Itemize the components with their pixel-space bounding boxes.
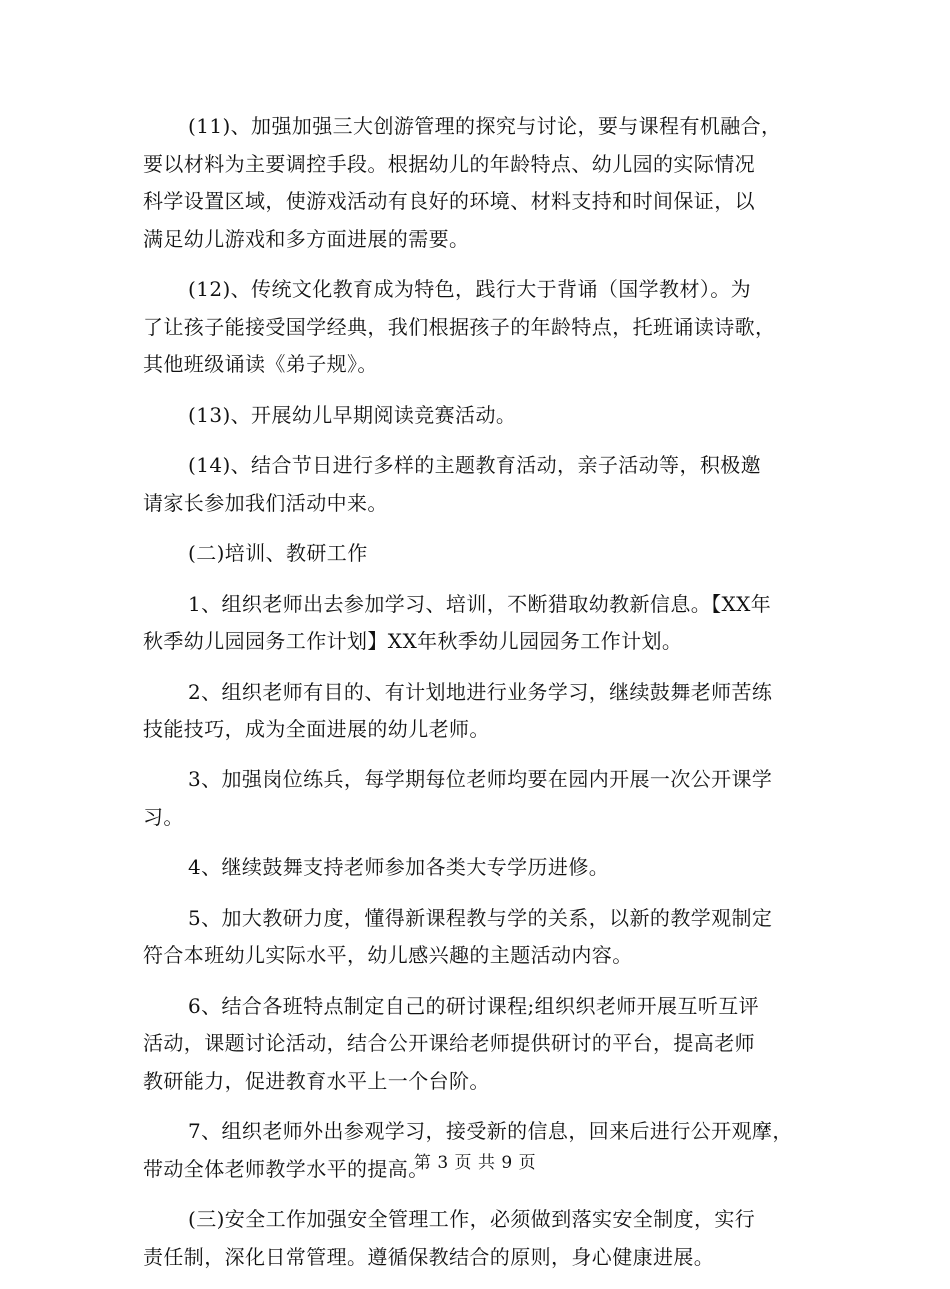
- paragraph-p5: [143, 535, 813, 573]
- text-line: 7、组织老师外出参观学习，接受新的信息，回来后进行公开观摩，: [188, 1119, 793, 1144]
- paragraph-p2: [143, 271, 813, 384]
- text-line: 带动全体老师教学水平的提高。: [143, 1157, 429, 1182]
- paragraph-p11: [143, 988, 813, 1101]
- text-line: 1、组织老师出去参加学习、培训，不断猎取幼教新信息。【XX年: [188, 591, 772, 616]
- text-line: (12)、传统文化教育成为特色，践行大于背诵（国学教材）。为: [188, 277, 752, 302]
- text-line: 活动，课题讨论活动，结合公开课给老师提供研讨的平台，提高老师: [143, 1031, 755, 1056]
- text-line: 3、加强岗位练兵，每学期每位老师均要在园内开展一次公开课学: [188, 767, 773, 792]
- text-line: 要以材料为主要调控手段。根据幼儿的年龄特点、幼儿园的实际情况: [143, 151, 755, 176]
- text-line: 了让孩子能接受国学经典，我们根据孩子的年龄特点，托班诵读诗歌，: [143, 314, 776, 339]
- text-line: 满足幼儿游戏和多方面进展的需要。: [143, 226, 470, 251]
- paragraph-p13: [143, 1201, 813, 1276]
- text-line: 4、继续鼓舞支持老师参加各类大专学历进修。: [188, 855, 610, 880]
- text-line: (二)培训、教研工作: [188, 541, 368, 566]
- text-line: 5、加大教研力度，懂得新课程教与学的关系，以新的教学观制定: [188, 905, 773, 930]
- text-line: 其他班级诵读《弟子规》。: [143, 352, 378, 377]
- paragraph-p1: [143, 108, 813, 258]
- text-line: 教研能力，促进教育水平上一个台阶。: [143, 1069, 490, 1094]
- text-line: (14)、结合节日进行多样的主题教育活动，亲子活动等，积极邀: [188, 453, 762, 478]
- paragraph-p3: [143, 397, 813, 435]
- paragraph-p10: [143, 900, 813, 975]
- text-line: 技能技巧，成为全面进展的幼儿老师。: [143, 717, 490, 742]
- text-line: 科学设置区域，使游戏活动有良好的环境、材料支持和时间保证，以: [143, 189, 755, 214]
- text-line: 6、结合各班特点制定自己的研讨课程;组织织老师开展互听互评: [188, 993, 760, 1018]
- text-line: (三)安全工作加强安全管理工作，必须做到落实安全制度，实行: [188, 1207, 756, 1232]
- text-line: 秋季幼儿园园务工作计划】XX年秋季幼儿园园务工作计划。: [143, 629, 683, 654]
- text-line: (13)、开展幼儿早期阅读竞赛活动。: [188, 402, 517, 427]
- paragraph-p9: [143, 849, 813, 887]
- text-line: 请家长参加我们活动中来。: [143, 490, 388, 515]
- text-line: 习。: [143, 805, 184, 830]
- text-line: 2、组织老师有目的、有计划地进行业务学习，继续鼓舞老师苦练: [188, 679, 773, 704]
- text-line: 符合本班幼儿实际水平，幼儿感兴趣的主题活动内容。: [143, 943, 633, 968]
- paragraph-p7: [143, 674, 813, 749]
- paragraph-p6: [143, 586, 813, 661]
- paragraph-p8: [143, 761, 813, 836]
- paragraph-p4: [143, 447, 813, 522]
- text-line: (11)、加强加强三大创游管理的探究与讨论，要与课程有机融合，: [188, 114, 782, 138]
- page-number-footer: 第 3 页 共 9 页: [413, 1153, 537, 1173]
- document-body: [143, 108, 813, 1289]
- text-line: 责任制，深化日常管理。遵循保教结合的原则，身心健康进展。: [143, 1245, 715, 1269]
